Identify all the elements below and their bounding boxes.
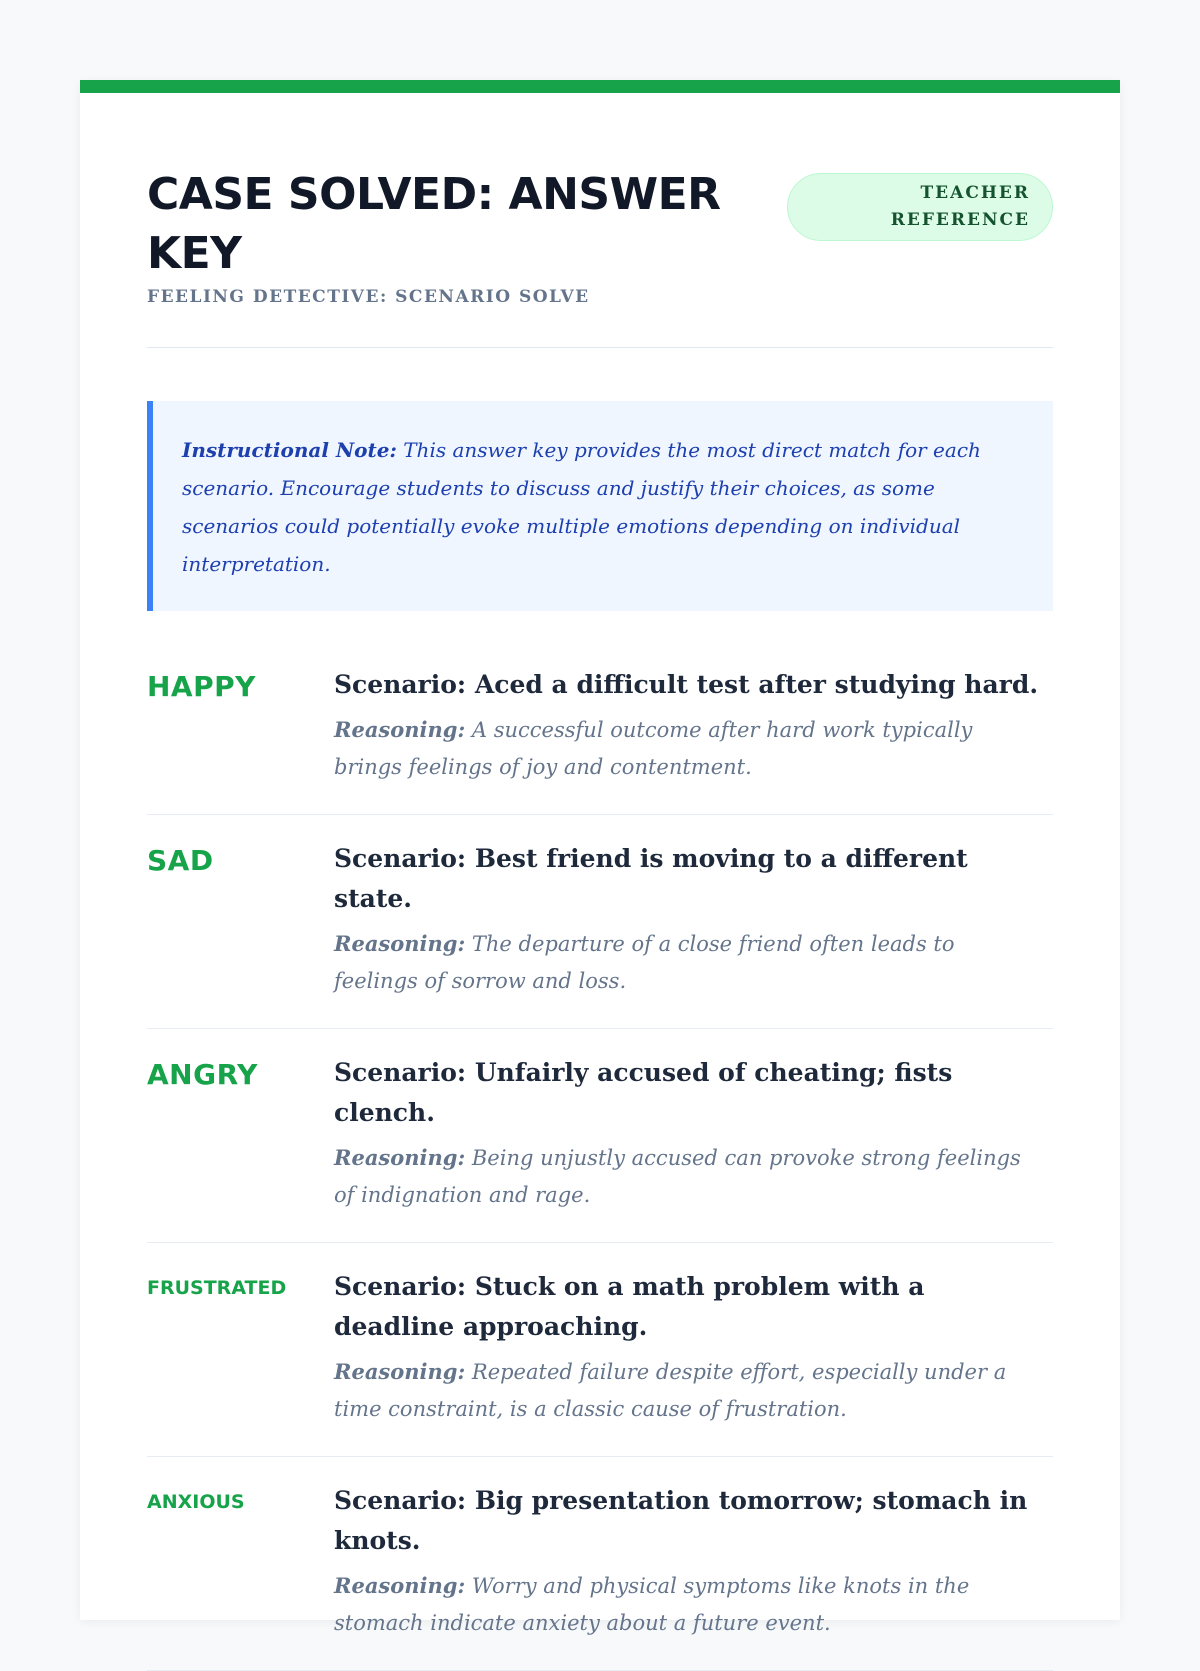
reasoning-text: [334, 1139, 1043, 1214]
answer-row-anxious: [147, 1457, 1053, 1671]
reasoning-text: [334, 1353, 1043, 1428]
header: [147, 93, 1053, 307]
answer-row-sad: [147, 815, 1053, 1029]
emotion-label: HAPPY: [147, 670, 256, 703]
reasoning-text: [334, 711, 1043, 786]
answer-content: [334, 1267, 1053, 1428]
reasoning-body: The departure of a close friend often leads to feelings of sorrow and loss.: [334, 932, 955, 993]
page-subtitle: FEELING DETECTIVE: SCENARIO SOLVE: [147, 287, 590, 307]
reasoning-body: Worry and physical symptoms like knots in the stomach indicate anxiety about a future event.: [334, 1574, 970, 1635]
reasoning-body: A successful outcome after hard work typically brings feelings of joy and contentment.: [334, 718, 973, 779]
accent-top-bar: [80, 80, 1120, 93]
answer-row-angry: [147, 1029, 1053, 1243]
answer-content: [334, 839, 1053, 1000]
scenario-text: Scenario: Stuck on a math problem with a deadline approaching.: [334, 1272, 925, 1341]
scenario-text: Scenario: Big presentation tomorrow; stomach in knots.: [334, 1486, 1028, 1555]
emotion-label: ANXIOUS: [147, 1491, 245, 1513]
answer-content: [334, 1481, 1053, 1642]
reasoning-label: Reasoning:: [334, 1145, 466, 1170]
note-text: This answer key provides the most direct match for each scenario. Encourage students to discuss and justify their choices, as some scenarios could potentially evoke multiple emotions depending on individual interpretation.: [182, 438, 981, 576]
answer-list: [147, 641, 1053, 1671]
instructional-note: [147, 401, 1053, 611]
answer-content: [334, 665, 1053, 786]
reasoning-label: Reasoning:: [334, 931, 466, 956]
emotion-label: ANGRY: [147, 1058, 258, 1091]
answer-row-happy: [147, 641, 1053, 815]
reasoning-label: Reasoning:: [334, 717, 466, 742]
reasoning-label: Reasoning:: [334, 1359, 466, 1384]
scenario-text: Scenario: Unfairly accused of cheating; fists clench.: [334, 1058, 953, 1127]
reasoning-label: Reasoning:: [334, 1573, 466, 1598]
header-divider: [147, 347, 1053, 348]
answer-key-card: [80, 80, 1120, 1635]
reasoning-text: [334, 925, 1043, 1000]
emotion-label: FRUSTRATED: [147, 1277, 287, 1299]
scenario-text: Scenario: Aced a difficult test after studying hard.: [334, 670, 1039, 699]
teacher-reference-badge: TEACHER REFERENCE: [787, 173, 1053, 241]
reasoning-body: Being unjustly accused can provoke strong feelings of indignation and rage.: [334, 1146, 1021, 1207]
page-title: CASE SOLVED: ANSWER KEY: [147, 169, 721, 279]
answer-content: [334, 1053, 1053, 1214]
reasoning-text: [334, 1567, 1043, 1642]
reasoning-body: Repeated failure despite effort, especially under a time constraint, is a classic cause of frustration.: [334, 1360, 1007, 1421]
scenario-text: Scenario: Best friend is moving to a different state.: [334, 844, 968, 913]
emotion-label: SAD: [147, 844, 214, 877]
note-label: Instructional Note:: [182, 438, 397, 462]
answer-row-frustrated: [147, 1243, 1053, 1457]
